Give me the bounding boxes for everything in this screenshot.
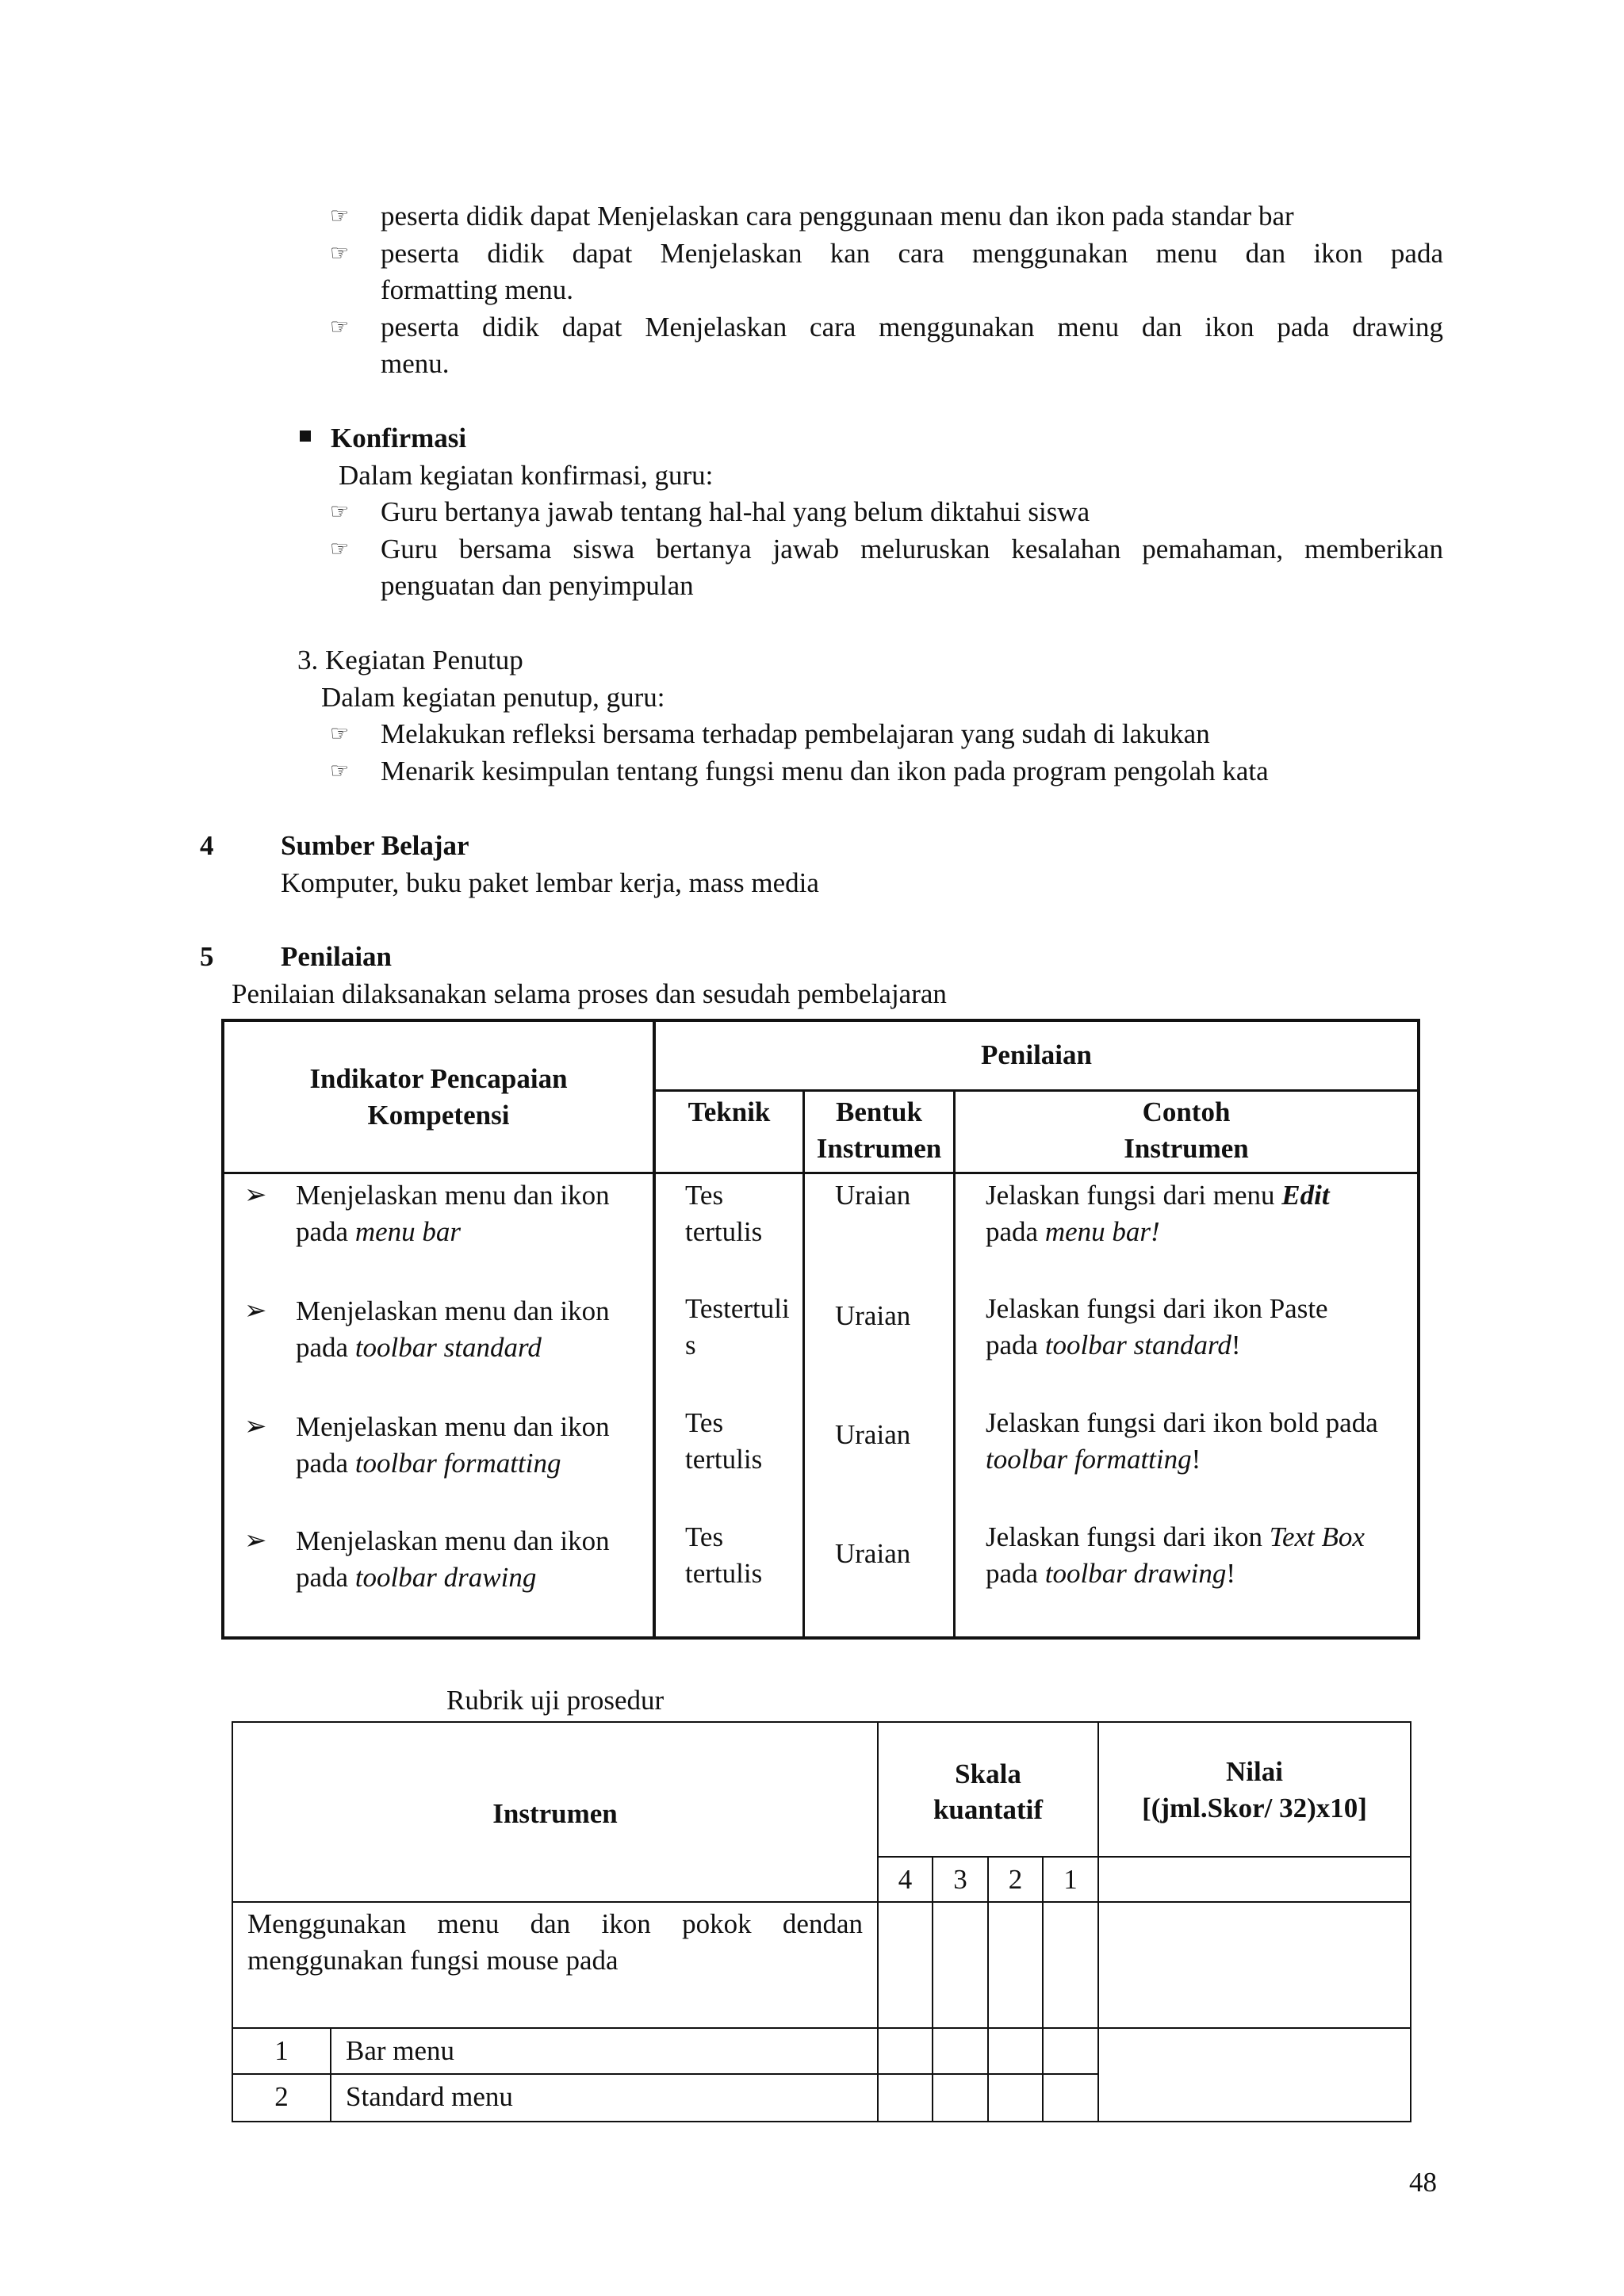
teknik-text: tertulis [685, 1558, 763, 1589]
bullet-text: Guru bersama siswa bertanya jawab meluruskan kesalahan pemahaman, memberikan [381, 534, 1443, 564]
header-penilaian: Penilaian [980, 1039, 1093, 1070]
section-intro: Dalam kegiatan konfirmasi, guru: [339, 460, 714, 491]
header-skala: kuantatif [933, 1794, 1044, 1825]
header-contoh: Instrumen [1124, 1133, 1249, 1164]
pointing-hand-icon: ☞ [330, 315, 350, 339]
item-number: 1 [274, 2035, 289, 2066]
header-skala: Skala [955, 1758, 1021, 1789]
indikator-text: pada toolbar drawing [296, 1562, 537, 1593]
contoh-text: Jelaskan fungsi dari ikon Text Box [986, 1521, 1365, 1552]
contoh-text: Jelaskan fungsi dari menu Edit [986, 1180, 1330, 1211]
header-bentuk: Instrumen [816, 1133, 942, 1164]
contoh-text: pada menu bar! [986, 1216, 1160, 1247]
teknik-text: tertulis [685, 1444, 763, 1475]
pointing-hand-icon: ☞ [330, 759, 350, 783]
pointing-hand-icon: ☞ [330, 499, 350, 524]
arrowhead-icon: ➢ [244, 1295, 267, 1326]
arrowhead-icon: ➢ [244, 1410, 267, 1442]
teknik-text: Testertuli [685, 1293, 790, 1324]
scale-value: 4 [898, 1864, 913, 1895]
indikator-text: Menjelaskan menu dan ikon [296, 1180, 610, 1211]
scale-value: 1 [1063, 1864, 1078, 1895]
teknik-text: Tes [685, 1180, 724, 1211]
rubrik-caption: Rubrik uji prosedur [446, 1685, 665, 1716]
header-indikator: Indikator Pencapaian [309, 1063, 568, 1094]
section-heading: Penilaian [281, 941, 393, 972]
section-heading: 3. Kegiatan Penutup [297, 645, 523, 675]
contoh-text: Jelaskan fungsi dari ikon bold pada [986, 1407, 1378, 1438]
indikator-text: pada toolbar standard [296, 1332, 542, 1363]
bentuk-text: Uraian [835, 1300, 911, 1331]
contoh-text: Jelaskan fungsi dari ikon Paste [986, 1293, 1328, 1324]
header-bentuk: Bentuk [836, 1096, 922, 1127]
bullet-text-cont: menu. [381, 348, 450, 379]
indikator-text: pada menu bar [296, 1216, 462, 1247]
rubrik-main-text: menggunakan fungsi mouse pada [247, 1945, 619, 1976]
header-nilai: [(jml.Skor/ 32)x10] [1142, 1793, 1367, 1823]
pointing-hand-icon: ☞ [330, 241, 350, 266]
teknik-text: Tes [685, 1521, 724, 1552]
pointing-hand-icon: ☞ [330, 537, 350, 561]
rubrik-main-text: Menggunakan menu dan ikon pokok dendan [247, 1908, 863, 1939]
header-nilai: Nilai [1226, 1756, 1283, 1787]
bullet-text-cont: formatting menu. [381, 274, 574, 305]
square-bullet-icon [300, 430, 311, 442]
section-intro: Dalam kegiatan penutup, guru: [321, 682, 665, 713]
bullet-text-cont: penguatan dan penyimpulan [381, 570, 694, 601]
section-heading: Sumber Belajar [281, 830, 469, 861]
bentuk-text: Uraian [835, 1180, 911, 1211]
indikator-text: Menjelaskan menu dan ikon [296, 1411, 610, 1442]
teknik-text: tertulis [685, 1216, 763, 1247]
section-number: 5 [200, 941, 214, 972]
section-heading: Konfirmasi [331, 423, 467, 453]
contoh-text: pada toolbar standard! [986, 1330, 1241, 1360]
contoh-text: pada toolbar drawing! [986, 1558, 1235, 1589]
header-teknik: Teknik [688, 1096, 771, 1127]
teknik-text: Tes [685, 1407, 724, 1438]
item-label: Standard menu [346, 2081, 513, 2112]
bullet-text: peserta didik dapat Menjelaskan kan cara menggunakan menu dan ikon pada [381, 238, 1443, 269]
indikator-text: Menjelaskan menu dan ikon [296, 1295, 610, 1326]
bullet-text: peserta didik dapat Menjelaskan cara penggunaan menu dan ikon pada standar bar [381, 201, 1294, 232]
arrowhead-icon: ➢ [244, 1525, 267, 1556]
header-indikator: Kompetensi [367, 1100, 510, 1131]
bullet-text: Melakukan refleksi bersama terhadap pembelajaran yang sudah di lakukan [381, 718, 1210, 749]
section-text: Penilaian dilaksanakan selama proses dan sesudah pembelajaran [232, 978, 947, 1009]
pointing-hand-icon: ☞ [330, 204, 350, 228]
contoh-text: toolbar formatting! [986, 1444, 1201, 1475]
teknik-text: s [685, 1330, 696, 1360]
section-number: 4 [200, 830, 214, 861]
section-text: Komputer, buku paket lembar kerja, mass media [281, 867, 819, 898]
header-instrumen: Instrumen [492, 1798, 618, 1829]
bentuk-text: Uraian [835, 1538, 911, 1569]
pointing-hand-icon: ☞ [330, 721, 350, 746]
header-contoh: Contoh [1142, 1096, 1231, 1127]
scale-value: 3 [953, 1864, 967, 1895]
arrowhead-icon: ➢ [244, 1179, 267, 1211]
page-number: 48 [1409, 2167, 1437, 2198]
indikator-text: pada toolbar formatting [296, 1448, 561, 1479]
scale-value: 2 [1008, 1864, 1023, 1895]
bullet-text: Guru bertanya jawab tentang hal-hal yang belum diktahui siswa [381, 496, 1090, 527]
bullet-text: peserta didik dapat Menjelaskan cara menggunakan menu dan ikon pada drawing [381, 312, 1443, 342]
item-label: Bar menu [346, 2035, 455, 2066]
item-number: 2 [274, 2081, 289, 2112]
bentuk-text: Uraian [835, 1419, 911, 1450]
indikator-text: Menjelaskan menu dan ikon [296, 1525, 610, 1556]
bullet-text: Menarik kesimpulan tentang fungsi menu dan ikon pada program pengolah kata [381, 756, 1269, 786]
